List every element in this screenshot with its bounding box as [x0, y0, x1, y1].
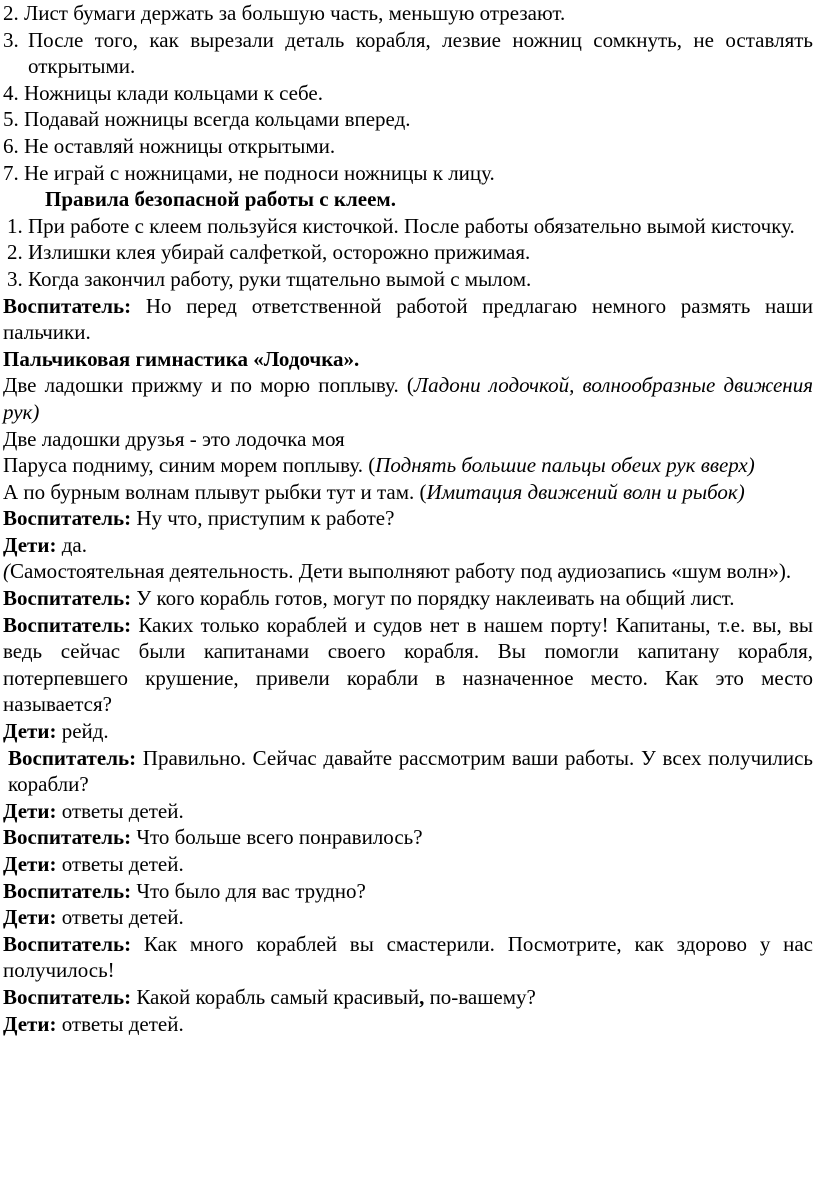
line-text: ответы детей. [61, 905, 184, 930]
glue-rule-3 [3, 266, 813, 293]
teacher-line [3, 505, 813, 532]
poem-stage-direction: Поднять большие пальцы обеих рук вверх) [375, 453, 755, 478]
scissors-rule-6 [3, 133, 813, 160]
scissors-rule-7 [3, 160, 813, 187]
teacher-line [3, 612, 813, 718]
speaker-teacher: Воспитатель: [3, 586, 132, 611]
line-text: Какой корабль самый красивый [136, 984, 420, 1009]
line-text: рейд. [61, 719, 109, 744]
children-line [3, 851, 813, 878]
gymnastics-title [3, 346, 813, 373]
line-text: ответы детей. [61, 1011, 184, 1036]
scissors-rule-4 [3, 80, 813, 107]
poem-line [3, 452, 813, 479]
speaker-teacher: Воспитатель: [3, 931, 132, 956]
list-number: 4. [3, 80, 19, 105]
list-number: 3. [7, 266, 23, 291]
list-text: Ножницы клади кольцами к себе. [24, 80, 323, 105]
glue-rules-heading: Правила безопасной работы с клеем. [45, 187, 396, 212]
speaker-children: Дети: [3, 905, 57, 930]
glue-rule-1 [3, 213, 813, 240]
speaker-children: Дети: [3, 532, 57, 557]
poem-line [3, 372, 813, 425]
line-text: Что было для вас трудно? [136, 878, 366, 903]
speaker-teacher: Воспитатель: [3, 293, 132, 318]
activity-note [3, 558, 813, 585]
teacher-line [3, 931, 813, 984]
list-text: При работе с клеем пользуйся кисточкой. После работы обязательно вымой кисточку. [28, 213, 795, 238]
scissors-rule-2 [3, 0, 813, 27]
teacher-line [3, 824, 813, 851]
list-text: Подавай ножницы всегда кольцами вперед. [24, 107, 411, 132]
list-number: 3. [3, 27, 19, 52]
speaker-teacher: Воспитатель: [3, 878, 132, 903]
line-text: Как много кораблей вы смастерили. Посмотрите, как здорово у нас получилось! [3, 931, 814, 983]
speaker-teacher: Воспитатель: [3, 984, 132, 1009]
children-line [3, 798, 813, 825]
line-text: по-вашему? [424, 984, 536, 1009]
list-number: 2. [3, 1, 19, 25]
poem-stage-direction: Имитация движений волн и рыбок) [426, 479, 745, 504]
document-body [3, 0, 813, 1037]
poem-line [3, 479, 813, 506]
poem-text: А по бурным волнам плывут рыбки тут и там. ( [3, 479, 427, 504]
list-number: 2. [7, 240, 23, 265]
teacher-line [3, 984, 813, 1011]
speaker-teacher: Воспитатель: [3, 612, 132, 637]
line-text: Ну что, приступим к работе? [136, 506, 395, 531]
line-text: да. [61, 532, 87, 557]
speaker-teacher: Воспитатель: [3, 506, 132, 531]
gymnastics-title-text: Пальчиковая гимнастика «Лодочка». [3, 346, 360, 371]
children-line [3, 904, 813, 931]
poem-text: Паруса подниму, синим морем поплыву. ( [3, 453, 376, 478]
speaker-teacher: Воспитатель: [8, 745, 137, 770]
poem-text: Две ладошки друзья - это лодочка моя [3, 426, 345, 451]
list-number: 5. [3, 107, 19, 132]
poem-line [3, 426, 813, 453]
poem-text: Две ладошки прижму и по морю поплыву. ( [3, 373, 414, 398]
list-text: Лист бумаги держать за большую часть, меньшую отрезают. [24, 1, 566, 25]
list-number: 1. [7, 213, 23, 238]
line-text: ответы детей. [61, 798, 184, 823]
children-line [3, 532, 813, 559]
teacher-line [3, 745, 813, 798]
list-text: Излишки клея убирай салфеткой, осторожно прижимая. [28, 240, 531, 265]
scissors-rule-3 [3, 27, 813, 80]
list-text: Когда закончил работу, руки тщательно вымой с мылом. [28, 266, 532, 291]
activity-paren: ( [3, 559, 10, 584]
speaker-children: Дети: [3, 1011, 57, 1036]
line-text: Но перед ответственной работой предлагаю немного размять наши пальчики. [3, 293, 814, 345]
teacher-line [3, 293, 813, 346]
list-text: Не играй с ножницами, не подноси ножницы к лицу. [24, 160, 495, 185]
list-number: 6. [3, 133, 19, 158]
teacher-line [3, 878, 813, 905]
children-line [3, 718, 813, 745]
line-text: Самостоятельная деятельность. Дети выполняют работу под аудиозапись «шум волн»). [10, 559, 792, 584]
speaker-children: Дети: [3, 719, 57, 744]
glue-rule-2 [3, 239, 813, 266]
teacher-line [3, 585, 813, 612]
list-number: 7. [3, 160, 19, 185]
list-text: Не оставляй ножницы открытыми. [24, 133, 336, 158]
children-line [3, 1011, 813, 1038]
bold-comma: , [419, 984, 425, 1009]
poem-stage-direction: Ладони лодочкой, волнообразные движения рук) [3, 373, 813, 424]
speaker-children: Дети: [3, 798, 57, 823]
line-text: Что больше всего понравилось? [136, 825, 423, 850]
line-text: У кого корабль готов, могут по порядку наклеивать на общий лист. [136, 586, 735, 611]
speaker-children: Дети: [3, 852, 57, 876]
line-text: Правильно. Сейчас давайте рассмотрим ваши работы. У всех получились корабли? [8, 745, 813, 797]
line-text: ответы детей. [61, 852, 184, 876]
scissors-rule-5 [3, 106, 813, 133]
line-text: Каких только кораблей и судов нет в нашем порту! Капитаны, т.е. вы, вы ведь сейчас были капитанами своего корабля. Вы помогли капитану корабля, потерпевшего крушение, привели корабли в назначенное место. Как это место называется? [3, 612, 813, 717]
speaker-teacher: Воспитатель: [3, 825, 132, 850]
list-text: После того, как вырезали деталь корабля, лезвие ножниц сомкнуть, не оставлять открытыми. [28, 27, 813, 79]
